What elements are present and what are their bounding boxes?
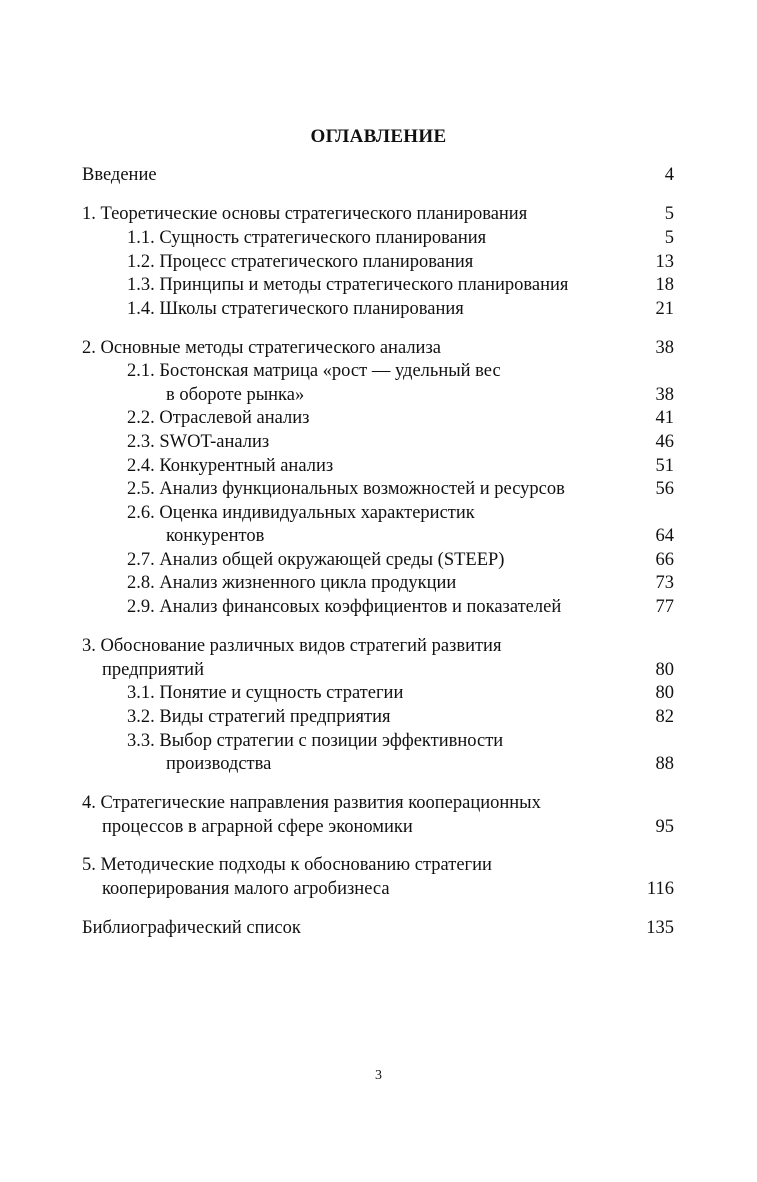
- toc-entry-page: 5: [664, 228, 674, 248]
- toc-entry-text: 3.2. Виды стратегий предприятия: [127, 707, 391, 727]
- toc-entry-chapter-4-cont: [82, 815, 674, 839]
- toc-entry-text: конкурентов: [166, 526, 265, 546]
- toc-entry-section-2-6: [82, 501, 674, 525]
- toc-entry-section-2-5: [82, 477, 674, 501]
- toc-entry-chapter-5-cont: [82, 877, 674, 901]
- toc-entry-text: 2.3. SWOT-анализ: [127, 432, 270, 452]
- toc-entry-page: 82: [655, 707, 674, 727]
- toc-entry-text: 2.4. Конкурентный анализ: [127, 456, 334, 476]
- toc-entry-introduction: [82, 163, 674, 187]
- toc-heading: ОГЛАВЛЕНИЕ: [310, 126, 447, 147]
- toc-entry-page: 77: [655, 597, 674, 617]
- toc-entry-chapter-5: [82, 853, 674, 877]
- toc-entry-page: 38: [655, 338, 674, 358]
- toc-entry-section-3-2: [82, 705, 674, 729]
- toc-entry-text: 3.3. Выбор стратегии с позиции эффективности: [127, 731, 504, 751]
- toc-entry-text: 5. Методические подходы к обоснованию стратегии: [82, 855, 492, 875]
- toc-entry-text: 3.1. Понятие и сущность стратегии: [127, 683, 404, 703]
- toc-entry-section-2-1: [82, 359, 674, 383]
- toc-entry-section-3-3-cont: [82, 752, 674, 776]
- toc-entry-page: 88: [655, 754, 674, 774]
- toc-entry-text: производства: [166, 754, 272, 774]
- toc-entry-page: 41: [655, 408, 674, 428]
- toc-entry-page: 38: [655, 385, 674, 405]
- toc-entry-text: 1.4. Школы стратегического планирования: [127, 299, 464, 319]
- toc-entry-text: 2.9. Анализ финансовых коэффициентов и показателей: [127, 597, 562, 617]
- toc-entry-text: 1. Теоретические основы стратегического планирования: [82, 204, 528, 224]
- toc-entry-section-3-1: [82, 681, 674, 705]
- toc-entry-section-2-9: [82, 595, 674, 619]
- toc-entry-page: 56: [655, 479, 674, 499]
- toc-entry-page: 80: [655, 660, 674, 680]
- toc-entry-section-2-4: [82, 454, 674, 478]
- toc-entry-section-2-8: [82, 571, 674, 595]
- toc-entry-page: 64: [655, 526, 674, 546]
- toc-entry-page: 21: [655, 299, 674, 319]
- toc-entry-section-1-3: [82, 273, 674, 297]
- toc-entry-page: 46: [655, 432, 674, 452]
- toc-entry-chapter-3: [82, 634, 674, 658]
- toc-entry-text: в обороте рынка»: [166, 385, 305, 405]
- toc-entry-page: 5: [664, 204, 674, 224]
- toc-entry-chapter-2: [82, 336, 674, 360]
- toc-entry-chapter-1: [82, 202, 674, 226]
- toc-entry-text: предприятий: [102, 660, 204, 680]
- toc-entry-text: 2.7. Анализ общей окружающей среды (STEEP): [127, 550, 505, 570]
- toc-entry-page: 66: [655, 550, 674, 570]
- toc-entry-section-2-7: [82, 548, 674, 572]
- toc-entry-page: 18: [655, 275, 674, 295]
- toc-entry-section-2-1-cont: [82, 383, 674, 407]
- toc-entry-section-1-1: [82, 226, 674, 250]
- toc-entry-text: процессов в аграрной сфере экономики: [102, 817, 413, 837]
- toc-entry-text: 2.2. Отраслевой анализ: [127, 408, 310, 428]
- toc-entry-text: 2.8. Анализ жизненного цикла продукции: [127, 573, 457, 593]
- toc-entry-text: 1.2. Процесс стратегического планирования: [127, 252, 474, 272]
- toc-entry-page: 135: [646, 918, 674, 938]
- toc-entry-text: 2.5. Анализ функциональных возможностей и ресурсов: [127, 479, 565, 499]
- toc-entry-page: 116: [646, 879, 674, 899]
- page-number: 3: [375, 1068, 382, 1083]
- toc-entry-text: 4. Стратегические направления развития кооперационных: [82, 793, 541, 813]
- toc-entry-text: 1.3. Принципы и методы стратегического планирования: [127, 275, 569, 295]
- toc-entry-section-2-6-cont: [82, 524, 674, 548]
- toc-entry-text: 2.1. Бостонская матрица «рост — удельный вес: [127, 361, 501, 381]
- toc-entry-text: 3. Обоснование различных видов стратегий развития: [82, 636, 502, 656]
- toc-entry-text: Библиографический список: [82, 918, 301, 938]
- toc-entry-section-2-3: [82, 430, 674, 454]
- toc-entry-text: Введение: [82, 165, 157, 185]
- toc-entry-text: 1.1. Сущность стратегического планирования: [127, 228, 487, 248]
- toc-entry-page: 73: [655, 573, 674, 593]
- toc-entry-chapter-4: [82, 791, 674, 815]
- toc-entry-section-2-2: [82, 406, 674, 430]
- toc-entry-section-1-2: [82, 250, 674, 274]
- toc-entry-page: 80: [655, 683, 674, 703]
- toc-entry-text: кооперирования малого агробизнеса: [102, 879, 390, 899]
- toc-entry-chapter-3-cont: [82, 658, 674, 682]
- toc-entry-text: 2.6. Оценка индивидуальных характеристик: [127, 503, 475, 523]
- toc-entry-page: 51: [655, 456, 674, 476]
- toc-entry-bibliography: [82, 916, 674, 940]
- toc-entry-section-1-4: [82, 297, 674, 321]
- toc-entry-page: 95: [655, 817, 674, 837]
- toc-entry-text: 2. Основные методы стратегического анализа: [82, 338, 441, 358]
- toc-entry-section-3-3: [82, 729, 674, 753]
- toc-entry-page: 13: [655, 252, 674, 272]
- toc-entry-page: 4: [664, 165, 674, 185]
